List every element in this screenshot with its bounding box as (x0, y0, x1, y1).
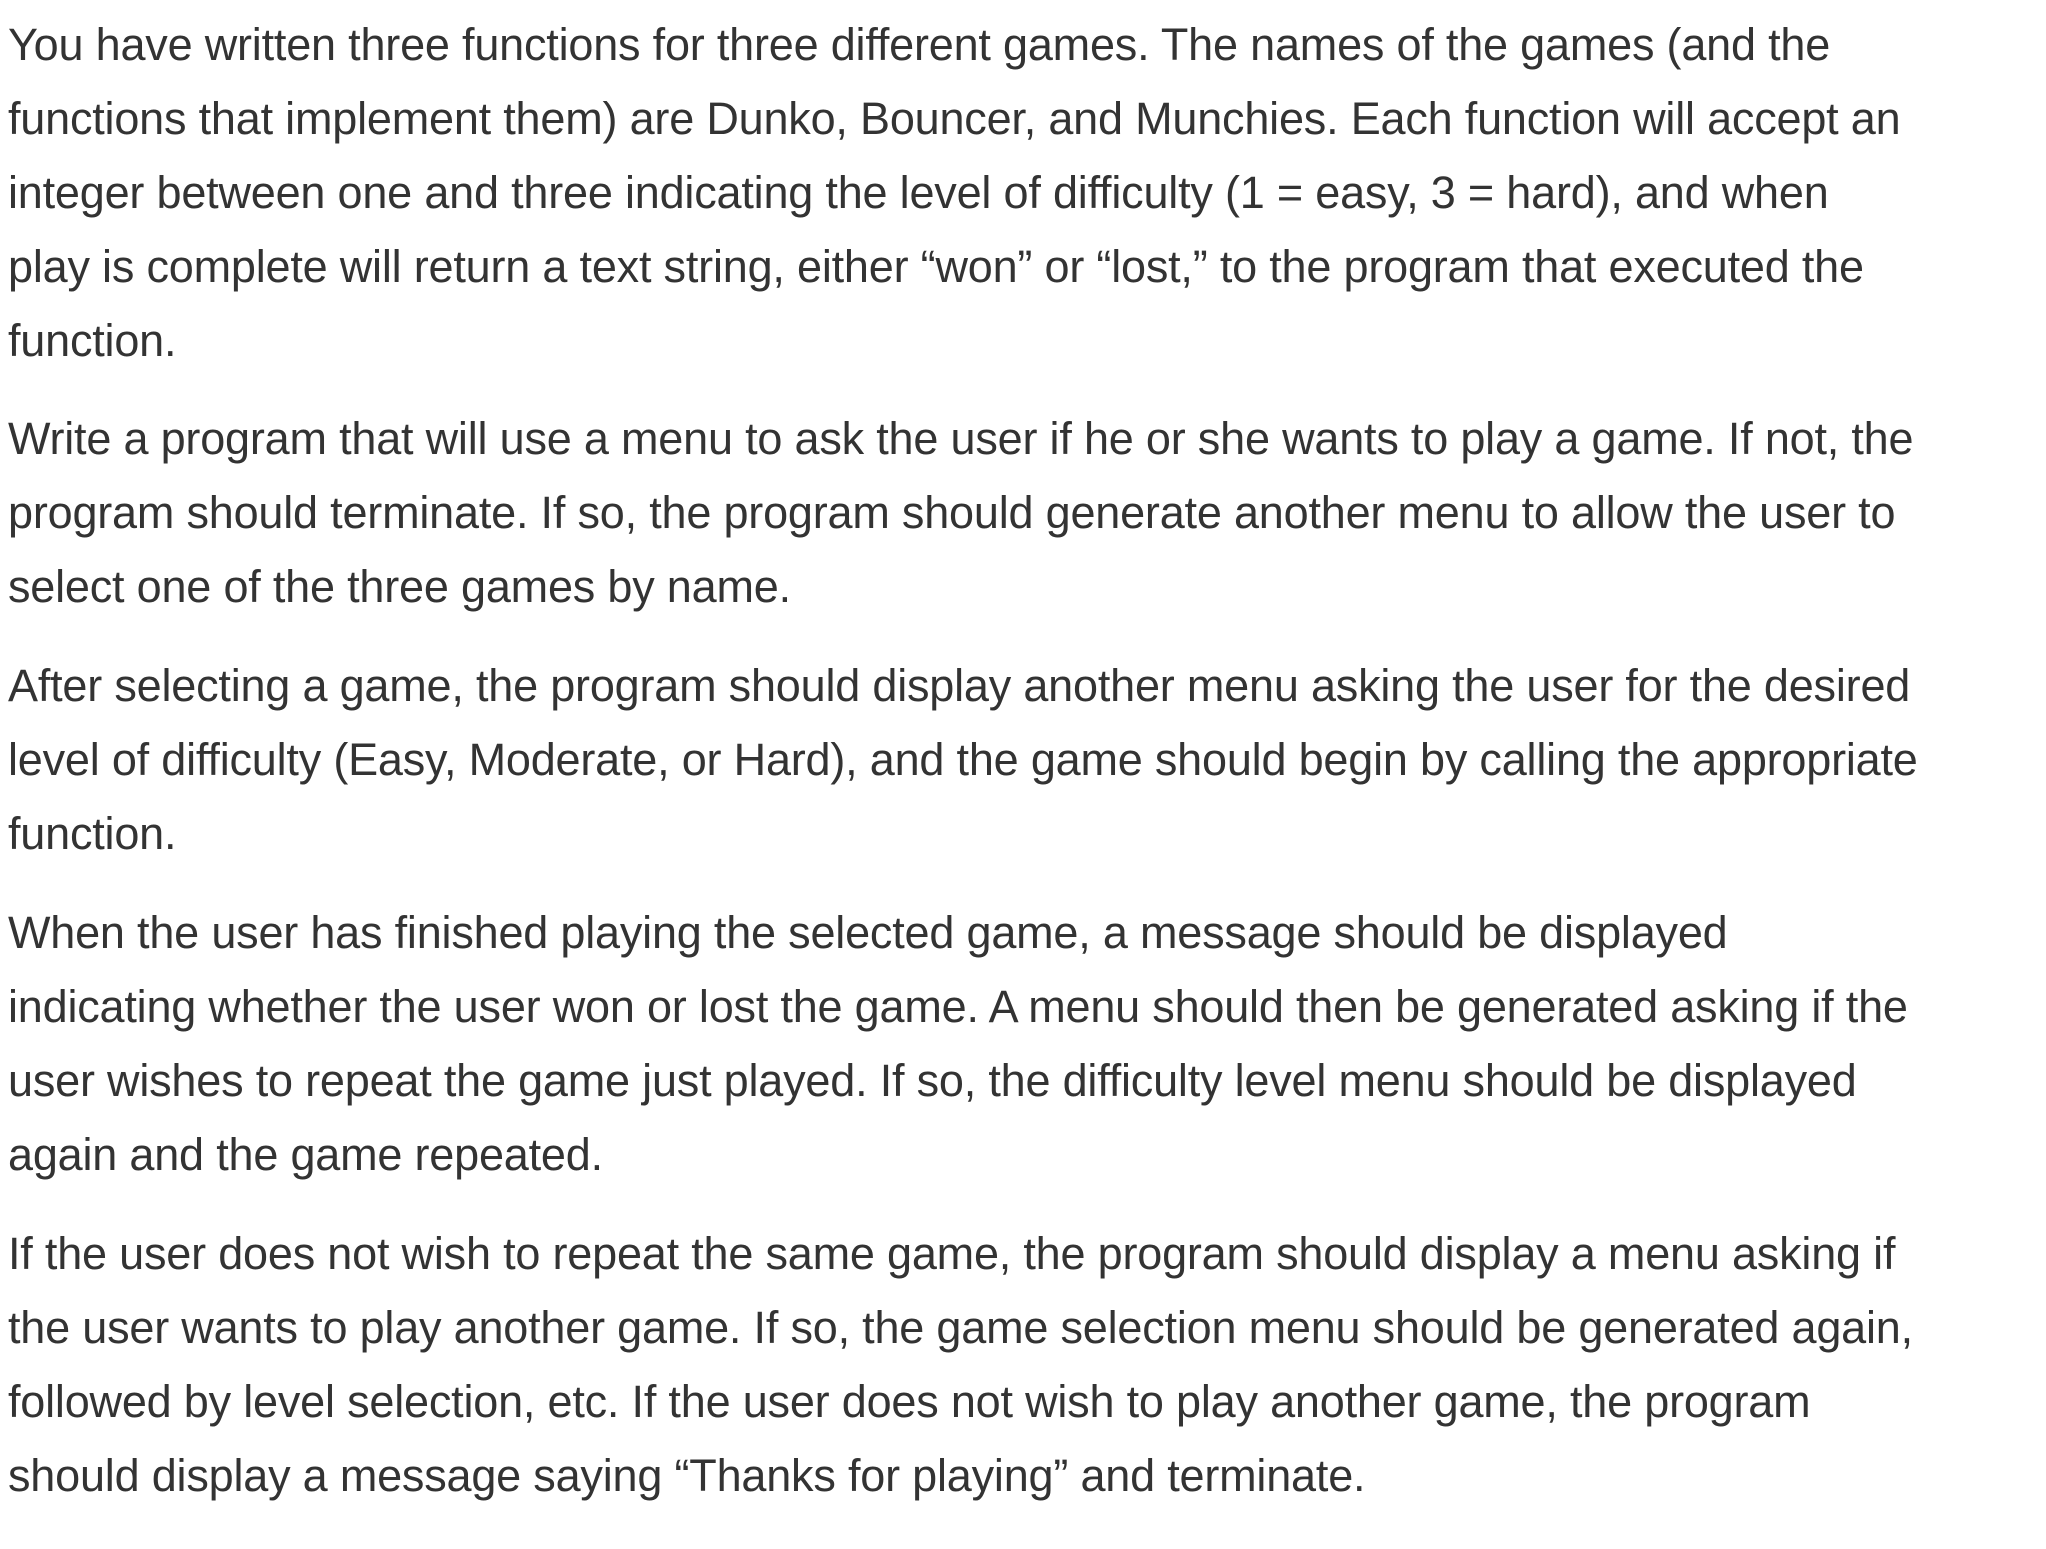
paragraph-line: If the user does not wish to repeat the same game, the program should display a menu asking if (8, 1228, 1896, 1279)
paragraph-line: function. (8, 315, 177, 366)
paragraph-line: play is complete will return a text string, either “won” or “lost,” to the program that executed the (8, 241, 1864, 292)
paragraph-line: After selecting a game, the program should display another menu asking the user for the desired (8, 660, 1911, 711)
paragraph-line: integer between one and three indicating the level of difficulty (1 = easy, 3 = hard), and when (8, 167, 1829, 218)
paragraph-line: When the user has finished playing the selected game, a message should be displayed (8, 907, 1728, 958)
paragraph-line: followed by level selection, etc. If the user does not wish to play another game, the program (8, 1376, 1811, 1427)
paragraph-line: again and the game repeated. (8, 1129, 603, 1180)
paragraph-line: the user wants to play another game. If so, the game selection menu should be generated again, (8, 1302, 1913, 1353)
paragraph-line: level of difficulty (Easy, Moderate, or Hard), and the game should begin by calling the appropriate (8, 734, 1918, 785)
paragraph-line: program should terminate. If so, the program should generate another menu to allow the user to (8, 487, 1896, 538)
paragraph-line: select one of the three games by name. (8, 561, 791, 612)
paragraph-line: should display a message saying “Thanks for playing” and terminate. (8, 1450, 1366, 1501)
paragraph-line: indicating whether the user won or lost the game. A menu should then be generated asking if the (8, 981, 1908, 1032)
paragraph-line: You have written three functions for three different games. The names of the games (and the (8, 19, 1831, 70)
paragraph-line: function. (8, 808, 177, 859)
paragraph-line: user wishes to repeat the game just played. If so, the difficulty level menu should be displayed (8, 1055, 1857, 1106)
paragraph-line: Write a program that will use a menu to ask the user if he or she wants to play a game. If not, the (8, 413, 1914, 464)
paragraph-line: functions that implement them) are Dunko, Bouncer, and Munchies. Each function will accept an (8, 93, 1901, 144)
